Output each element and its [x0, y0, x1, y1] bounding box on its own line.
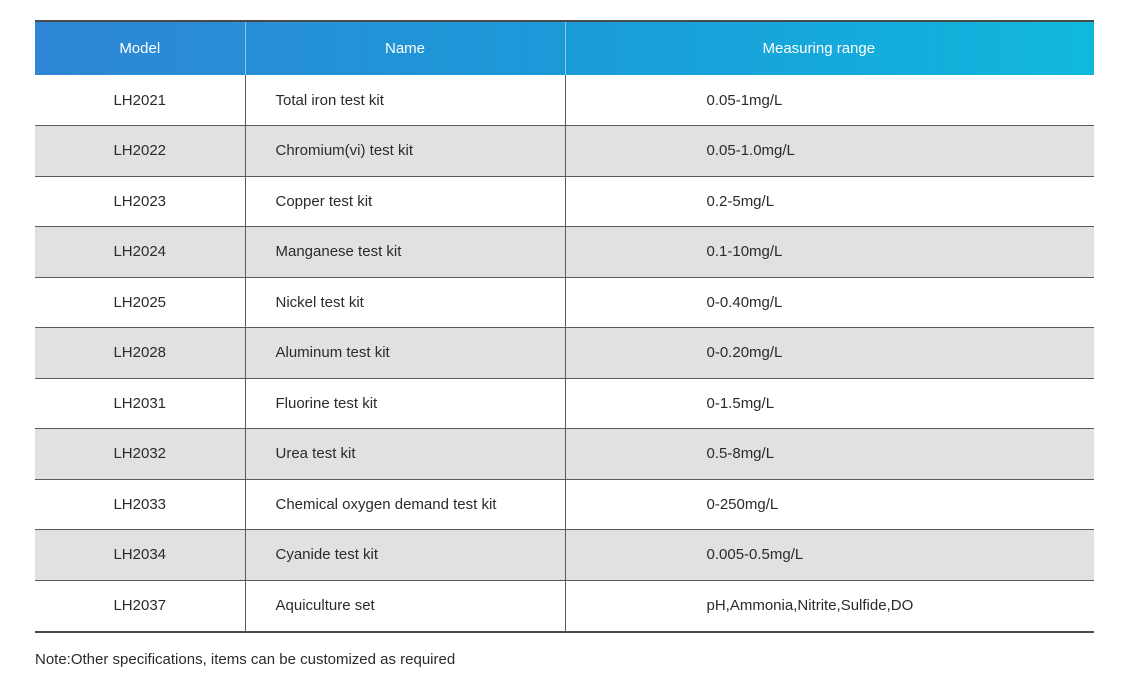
cell-range: 0.2-5mg/L — [706, 192, 775, 210]
cell-range: 0.1-10mg/L — [706, 243, 783, 261]
cell-name: Fluorine test kit — [245, 378, 565, 429]
cell-name: Copper test kit — [245, 176, 565, 227]
cell-range: 0-0.40mg/L — [706, 293, 783, 311]
column-header-measuring-range: Measuring range — [762, 40, 876, 57]
cell-range: 0-0.20mg/L — [706, 344, 783, 362]
table-row — [35, 530, 1094, 581]
table-row — [35, 580, 1094, 631]
cell-range: 0-250mg/L — [706, 495, 779, 513]
cell-model: LH2021 — [35, 75, 245, 126]
footnote: Note:Other specifications, items can be customized as required — [35, 651, 456, 668]
cell-model: LH2028 — [35, 328, 245, 379]
table-row — [35, 328, 1094, 379]
table-row — [35, 176, 1094, 227]
cell-name: Aquiculture set — [245, 580, 565, 631]
cell-name: Urea test kit — [245, 429, 565, 480]
table-row — [35, 429, 1094, 480]
cell-range: 0.005-0.5mg/L — [706, 546, 804, 564]
table-row — [35, 378, 1094, 429]
cell-name: Nickel test kit — [245, 277, 565, 328]
table-bottom-rule — [35, 631, 1094, 633]
column-header-model: Model — [35, 22, 245, 75]
cell-name: Chromium(vi) test kit — [245, 126, 565, 177]
table-row — [35, 227, 1094, 278]
cell-range: 0-1.5mg/L — [706, 394, 775, 412]
cell-model: LH2032 — [35, 429, 245, 480]
cell-model: LH2034 — [35, 530, 245, 581]
cell-range: 0.5-8mg/L — [706, 445, 775, 463]
cell-model: LH2024 — [35, 227, 245, 278]
table-row — [35, 277, 1094, 328]
cell-name: Aluminum test kit — [245, 328, 565, 379]
cell-range: pH,Ammonia,Nitrite,Sulfide,DO — [706, 597, 914, 614]
table-row — [35, 75, 1094, 126]
table-row — [35, 479, 1094, 530]
cell-model: LH2031 — [35, 378, 245, 429]
cell-model: LH2023 — [35, 176, 245, 227]
table-header-row — [35, 22, 1094, 75]
cell-range: 0.05-1.0mg/L — [706, 142, 795, 160]
cell-model: LH2022 — [35, 126, 245, 177]
table-row — [35, 126, 1094, 177]
spec-table-container — [35, 20, 1094, 633]
column-header-name: Name — [245, 22, 565, 75]
cell-model: LH2033 — [35, 479, 245, 530]
cell-model: LH2037 — [35, 580, 245, 631]
spec-table — [35, 22, 1094, 631]
cell-name: Total iron test kit — [245, 75, 565, 126]
cell-name: Cyanide test kit — [245, 530, 565, 581]
cell-name: Manganese test kit — [245, 227, 565, 278]
cell-range: 0.05-1mg/L — [706, 91, 783, 109]
cell-model: LH2025 — [35, 277, 245, 328]
cell-name: Chemical oxygen demand test kit — [245, 479, 565, 530]
